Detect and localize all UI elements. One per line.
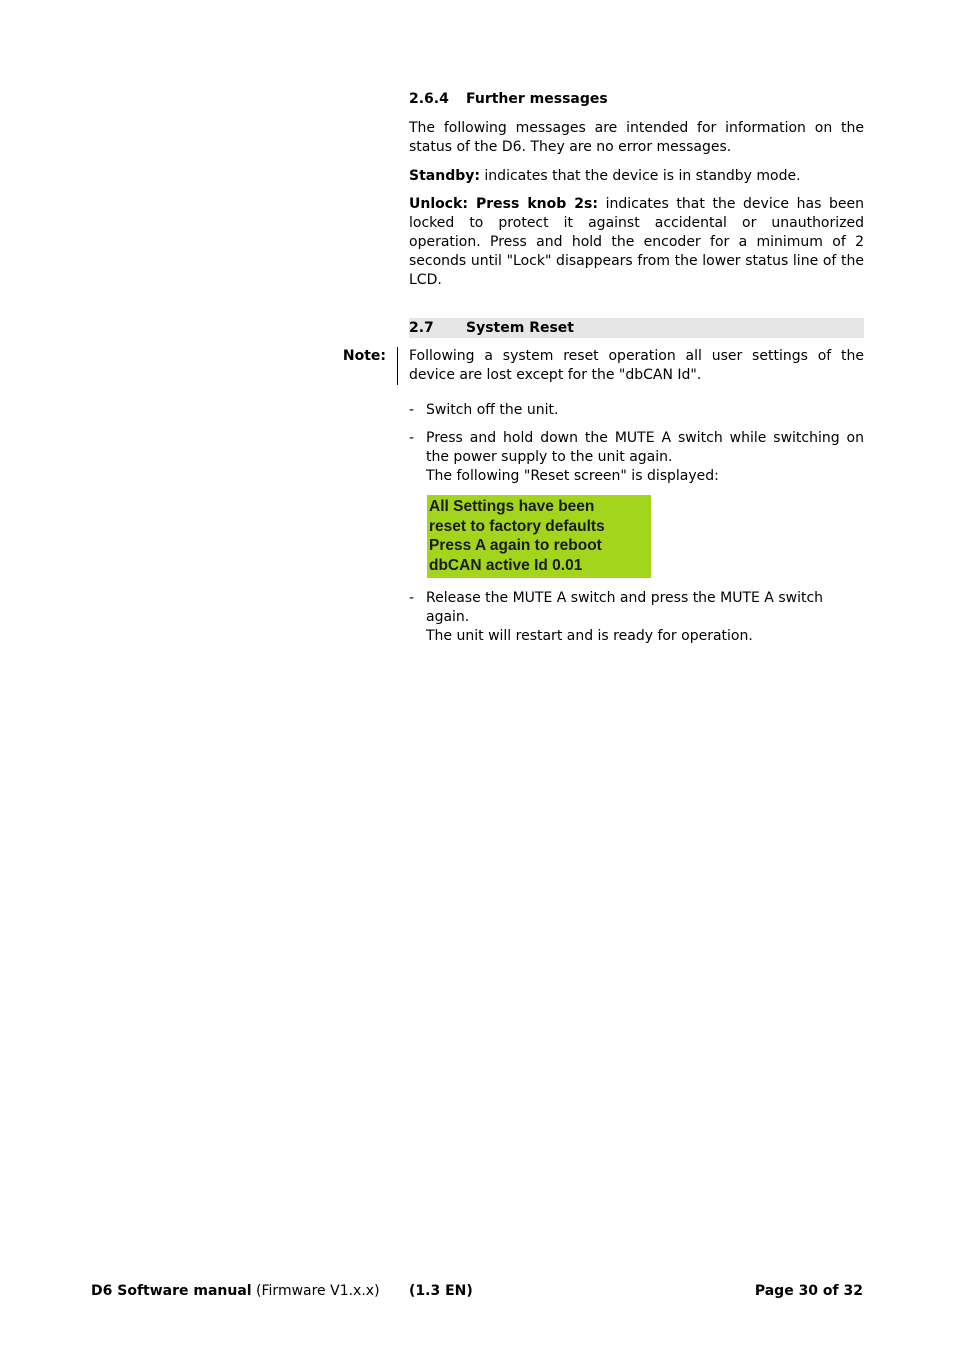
section-number: 2.6.4: [409, 91, 449, 107]
list-dash: -: [409, 402, 415, 418]
lcd-line: Press A again to reboot: [429, 537, 602, 555]
standby-description: indicates that the device is in standby mode.: [479, 168, 801, 184]
list-item: [409, 401, 864, 420]
section-heading-2-7: [409, 318, 864, 338]
lcd-line: reset to factory defaults: [429, 517, 605, 535]
footer-page-number: Page 30 of 32: [754, 1283, 863, 1299]
unlock-description: indicates that the device has been locked to protect it against accidental or unauthorized operation. Press and hold the encoder for a minimum of 2 seconds until "Lock" disappears from the lower status line of the LCD.: [409, 196, 864, 288]
lcd-line: All Settings have been: [429, 498, 595, 515]
list-item-subtext: The following "Reset screen" is displayed:: [426, 468, 719, 484]
footer-manual-title: [91, 1282, 380, 1301]
list-item-text: Switch off the unit.: [426, 402, 559, 418]
unlock-paragraph: [409, 195, 864, 290]
note-label: Note:: [342, 348, 386, 364]
footer-version: (1.3 EN): [409, 1283, 473, 1299]
unlock-term: Unlock: Press knob 2s:: [409, 196, 598, 212]
intro-paragraph: The following messages are intended for information on the status of the D6. They are no error messages.: [409, 120, 864, 155]
section-title: System Reset: [466, 320, 574, 336]
section-heading-2-6-4: [409, 91, 864, 107]
list-item-text: Release the MUTE A switch and press the MUTE A switch again.: [426, 590, 824, 625]
section-title: Further messages: [466, 91, 608, 107]
section-number: 2.7: [409, 320, 434, 336]
lcd-reset-screen: [427, 495, 651, 578]
lcd-line: dbCAN active Id 0.01: [429, 556, 583, 574]
list-item-body: [426, 589, 864, 646]
note-text: Following a system reset operation all user settings of the device are lost except for the "dbCAN Id".: [409, 348, 864, 383]
footer-title: D6 Software manual: [91, 1283, 252, 1299]
list-item: [409, 589, 864, 644]
list-dash: -: [409, 430, 415, 446]
list-item-text: Press and hold down the MUTE A switch while switching on the power supply to the unit again.: [426, 430, 864, 465]
standby-term: Standby:: [409, 168, 480, 184]
note-divider: [397, 347, 398, 385]
standby-paragraph: [409, 167, 864, 186]
list-item-subtext: The unit will restart and is ready for operation.: [426, 628, 753, 644]
list-dash: -: [409, 590, 415, 606]
list-item-body: [426, 429, 864, 486]
list-item: [409, 429, 864, 486]
footer-firmware: (Firmware V1.x.x): [251, 1283, 380, 1299]
